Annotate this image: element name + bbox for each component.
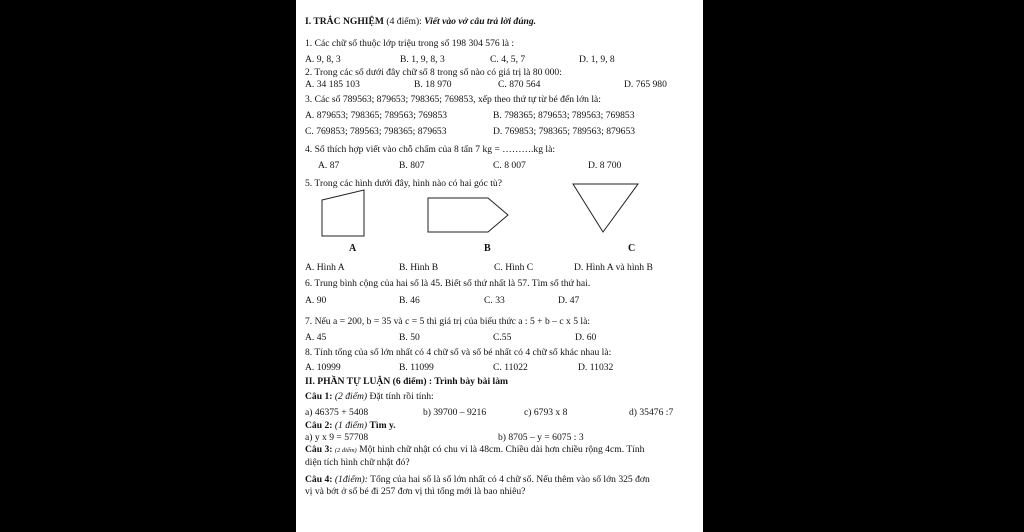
q6-option-c: C. 33 [484, 295, 505, 306]
c2-points: (1 điểm) [334, 420, 368, 431]
q8-option-c: C. 11022 [493, 362, 528, 373]
c2-item-a: a) y x 9 = 57708 [305, 432, 369, 443]
q4-option-b: B. 807 [399, 160, 425, 171]
section1-instruction: Viết vào vở câu trả lời đúng. [424, 16, 537, 27]
q3-option-c: C. 769853; 789563; 798365; 879653 [305, 126, 447, 137]
q7-option-b: B. 50 [399, 332, 420, 343]
c2-text: Tìm y. [369, 420, 396, 431]
c3-text-line1: Một hình chữ nhật có chu vi là 48cm. Chiều dài hơn chiều rộng 4cm. Tính [359, 444, 645, 455]
q6-option-d: D. 47 [558, 295, 580, 306]
shape-c-label: C [628, 243, 636, 254]
c1-label: Câu 1: [305, 391, 333, 402]
q5-option-d: D. Hình A và hình B [574, 262, 653, 273]
q5-option-b: B. Hình B [399, 262, 439, 273]
shape-c-triangle [568, 180, 644, 236]
q7-text: 7. Nếu a = 200, b = 35 và c = 5 thì giá trị của biểu thức a : 5 + b – c x 5 là: [305, 316, 591, 327]
c3-line2: diện tích hình chữ nhật đó? [305, 457, 410, 468]
q1-option-b: B. 1, 9, 8, 3 [400, 54, 445, 65]
c4-label: Câu 4: [305, 474, 333, 485]
c2-item-b: b) 8705 – y = 6075 : 3 [498, 432, 584, 443]
c4-text-line1: Tổng của hai số là số lớn nhất có 4 chữ số. Nếu thêm vào số lớn 325 đơn [370, 474, 650, 485]
c3-label: Câu 3: [305, 444, 333, 455]
q3-option-b: B. 798365; 879653; 789563; 769853 [493, 110, 635, 121]
c4-line1 [305, 474, 650, 485]
q8-option-a: A. 10999 [305, 362, 341, 373]
section1-heading [305, 16, 536, 27]
q1-option-a: A. 9, 8, 3 [305, 54, 341, 65]
q1-text: 1. Các chữ số thuộc lớp triệu trong số 198 304 576 là : [305, 38, 515, 49]
q5-option-a: A. Hình A [305, 262, 345, 273]
q1-option-c: C. 4, 5, 7 [490, 54, 526, 65]
c1-item-b: b) 39700 – 9216 [423, 407, 487, 418]
q3-option-d: D. 769853; 798365; 789563; 879653 [493, 126, 636, 137]
q3-option-a: A. 879653; 798365; 789563; 769853 [305, 110, 448, 121]
q8-option-d: D. 11032 [578, 362, 614, 373]
c1-points: (2 điểm) [334, 391, 368, 402]
q5-option-c: C. Hình C [494, 262, 534, 273]
shape-b-pentagon [424, 192, 514, 238]
c4-points: (1điểm): [334, 474, 368, 485]
c3-line1 [305, 444, 644, 456]
section1-title: I. TRẮC NGHIỆM [305, 16, 384, 27]
shape-b-label: B [484, 243, 491, 254]
section2-title: II. PHẦN TỰ LUẬN (6 điểm) : Trình bày bài làm [305, 376, 508, 387]
q8-option-b: B. 11099 [399, 362, 434, 373]
q6-text: 6. Trung bình cộng của hai số là 45. Biết số thứ nhất là 57. Tìm số thứ hai. [305, 278, 591, 289]
section1-points: (4 điểm): [386, 16, 422, 27]
q5-text: 5. Trong các hình dưới đây, hình nào có hai góc tù? [305, 178, 502, 189]
q4-option-a: A. 87 [318, 160, 340, 171]
q8-text: 8. Tính tổng của số lớn nhất có 4 chữ số và số bé nhất có 4 chữ số khác nhau là: [305, 347, 612, 358]
shape-a-quadrilateral [314, 186, 384, 242]
c1-item-a: a) 46375 + 5408 [305, 407, 369, 418]
c4-line2: vị và bớt ở số bé đi 257 đơn vị thì tổng mới là bao nhiêu? [305, 486, 526, 497]
q4-option-c: C. 8 007 [493, 160, 526, 171]
q7-option-c: C.55 [493, 332, 512, 343]
q7-option-a: A. 45 [305, 332, 327, 343]
q7-option-d: D. 60 [575, 332, 597, 343]
worksheet-page [296, 0, 703, 532]
q1-option-d: D. 1, 9, 8 [579, 54, 615, 65]
q4-text: 4. Số thích hợp viết vào chỗ chấm của 8 tấn 7 kg = ……….kg là: [305, 144, 556, 155]
q2-option-a: A. 34 185 103 [305, 79, 360, 90]
c2-heading [305, 420, 396, 431]
q2-text: 2. Trong các số dưới đây chữ số 8 trong số nào có giá trị là 80 000: [305, 67, 562, 78]
q2-option-d: D. 765 980 [624, 79, 667, 90]
c1-item-c: c) 6793 x 8 [524, 407, 568, 418]
c1-item-d: d) 35476 :7 [629, 407, 674, 418]
c1-heading [305, 391, 434, 402]
q6-option-a: A. 90 [305, 295, 327, 306]
c1-text: Đặt tính rồi tính: [369, 391, 434, 402]
q3-text: 3. Các số 789563; 879653; 798365; 769853, xếp theo thứ tự từ bé đến lớn là: [305, 94, 601, 105]
shape-a-label: A [349, 243, 357, 254]
c2-label: Câu 2: [305, 420, 333, 431]
q2-option-c: C. 870 564 [498, 79, 541, 90]
c3-points: (2 điểm) [334, 447, 357, 454]
q6-option-b: B. 46 [399, 295, 420, 306]
q2-option-b: B. 18 970 [414, 79, 452, 90]
q4-option-d: D. 8 700 [588, 160, 622, 171]
